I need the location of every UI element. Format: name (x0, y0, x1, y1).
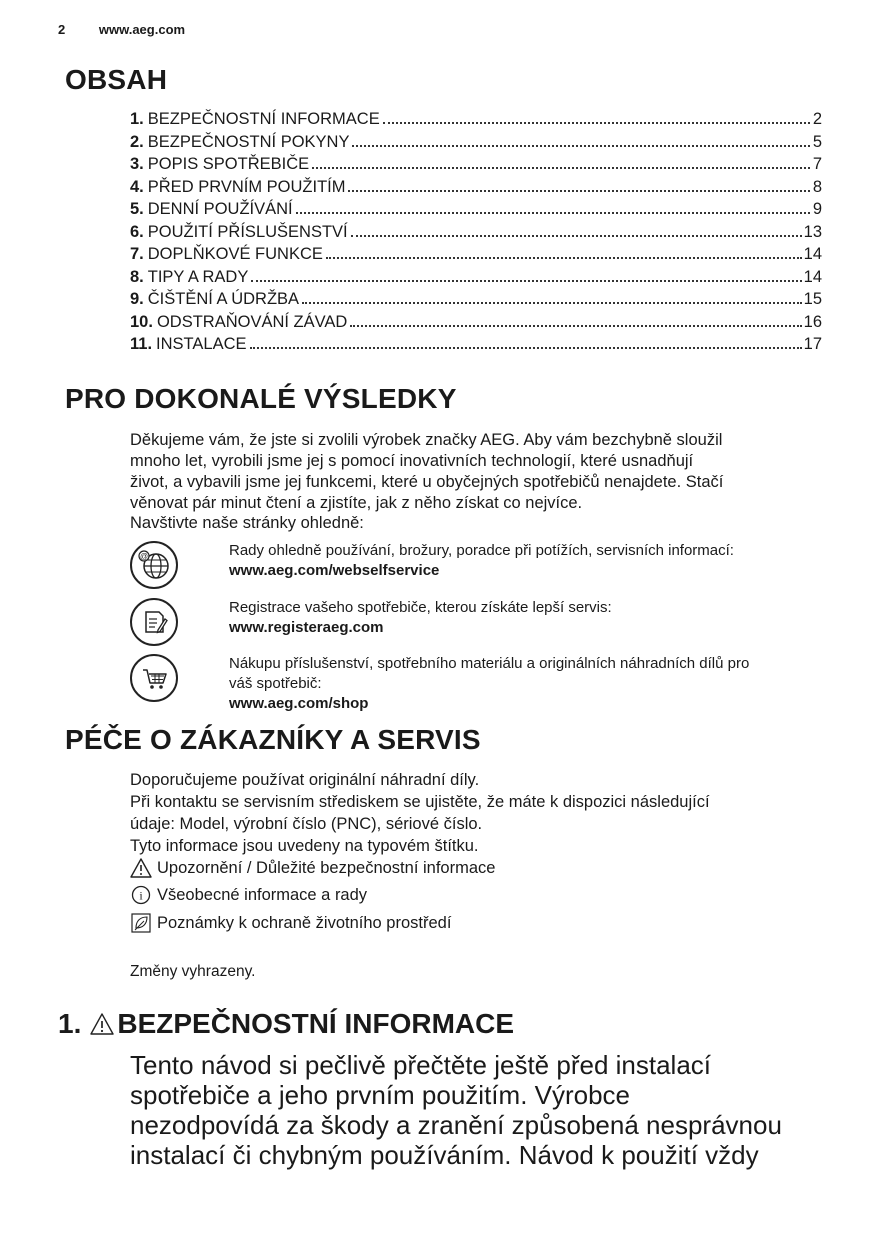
results-line: věnovat pár minut čtení a zjistíte, jak z něho získat co nejvíce. (130, 494, 583, 512)
service-link[interactable]: www.registeraeg.com (229, 619, 384, 636)
care-line: Tyto informace jsou uvedeny na typovém štítku. (130, 837, 479, 855)
header-url[interactable]: www.aeg.com (98, 22, 186, 37)
toc-item-label: DENNÍ POUŽÍVÁNÍ (147, 200, 293, 218)
toc-item[interactable]: 1. BEZPEČNOSTNÍ INFORMACE 2 (130, 110, 822, 128)
toc-leader-dots (296, 212, 810, 214)
toc-item-page: 13 (803, 222, 822, 241)
legend-info (130, 884, 367, 906)
results-line: Děkujeme vám, že jste si zvolili výrobek značky AEG. Aby vám bezchybně sloužil (130, 431, 723, 449)
toc-item[interactable]: 4. PŘED PRVNÍM POUŽITÍM 8 (130, 177, 822, 196)
toc-item-page: 7 (812, 155, 822, 173)
toc-item-label: ODSTRAŇOVÁNÍ ZÁVAD (156, 312, 348, 331)
safety-line: Tento návod si pečlivě přečtěte ještě před instalací (130, 1050, 712, 1080)
leaf-icon (130, 912, 152, 934)
safety-intro (130, 1050, 830, 1170)
page-header (58, 22, 185, 37)
safety-line: nezodpovídá za škody a zranění způsobená nesprávnou (130, 1110, 782, 1140)
toc-item-page: 17 (803, 335, 822, 353)
toc-leader-dots (312, 167, 810, 169)
safety-heading (58, 1008, 514, 1040)
legend-environment (130, 912, 451, 934)
globe-icon (130, 541, 178, 589)
shopping-cart-icon (130, 654, 178, 702)
toc-item[interactable]: 6. POUŽITÍ PŘÍSLUŠENSTVÍ 13 (130, 222, 822, 241)
care-line: Doporučujeme používat originální náhradní díly. (130, 771, 480, 789)
toc-item[interactable]: 2. BEZPEČNOSTNÍ POKYNY 5 (130, 132, 822, 151)
service-link[interactable]: www.aeg.com/shop (229, 695, 369, 712)
toc-item[interactable]: 3. POPIS SPOTŘEBIČE 7 (130, 155, 822, 173)
toc-item[interactable]: 5. DENNÍ POUŽÍVÁNÍ 9 (130, 200, 822, 218)
registration-icon (130, 598, 178, 646)
care-line: údaje: Model, výrobní číslo (PNC), sériové číslo. (130, 815, 483, 833)
toc-leader-dots (326, 257, 802, 259)
legend-text: Upozornění / Důležité bezpečnostní informace (157, 858, 496, 877)
service-description: Nákupu příslušenství, spotřebního materiálu a originálních náhradních dílů pro (229, 655, 750, 672)
warning-icon (130, 857, 152, 879)
toc-item[interactable]: 7. DOPLŇKOVÉ FUNKCE 14 (130, 245, 822, 263)
safety-number: 1. (58, 1008, 82, 1039)
legend-warning (130, 857, 495, 879)
care-title: PÉČE O ZÁKAZNÍKY A SERVIS (65, 724, 481, 755)
service-description: Registrace vašeho spotřebiče, kterou získáte lepší servis: (229, 599, 612, 616)
service-description: Rady ohledně používání, brožury, poradce při potížích, servisních informací: (229, 542, 734, 559)
toc-item-page: 8 (812, 177, 822, 196)
toc-item[interactable]: 11. INSTALACE 17 (130, 335, 822, 353)
toc-item-label: INSTALACE (156, 335, 247, 353)
service-description: váš spotřebič: (229, 675, 322, 692)
toc-item-page: 16 (803, 312, 822, 331)
toc-item[interactable]: 9. ČIŠTĚNÍ A ÚDRŽBA 15 (130, 290, 822, 308)
toc-item-label: BEZPEČNOSTNÍ POKYNY (147, 132, 350, 151)
toc-item-page: 14 (803, 245, 822, 263)
toc-item-page: 15 (803, 290, 822, 308)
toc-leader-dots (350, 325, 801, 327)
care-line: Při kontaktu se servisním střediskem se ujistěte, že máte k dispozici následující (130, 793, 710, 811)
results-paragraph (130, 430, 723, 533)
info-icon (130, 884, 152, 906)
toc-item-label: DOPLŇKOVÉ FUNKCE (147, 245, 323, 263)
warning-icon (89, 1012, 115, 1036)
safety-line: instalací či chybným používáním. Návod k použití vždy (130, 1140, 759, 1170)
toc-leader-dots (351, 235, 802, 237)
legend-text: Poznámky k ochraně životního prostředí (157, 913, 452, 932)
toc-leader-dots (348, 190, 810, 192)
toc-item-label: BEZPEČNOSTNÍ INFORMACE (147, 110, 380, 128)
toc-item-label: POPIS SPOTŘEBIČE (147, 155, 310, 173)
toc-item-page: 5 (812, 132, 822, 151)
toc-item[interactable]: 8. TIPY A RADY 14 (130, 267, 822, 286)
service-link[interactable]: www.aeg.com/webselfservice (229, 562, 440, 579)
toc-item[interactable]: 10. ODSTRAŇOVÁNÍ ZÁVAD 16 (130, 312, 822, 331)
toc-leader-dots (302, 302, 802, 304)
table-of-contents (130, 110, 822, 358)
svg-text:@: @ (139, 552, 149, 561)
results-line: život, a vybavili jsme jej funkcemi, které u obyčejných spotřebičů nenajdete. Stačí (130, 473, 724, 491)
results-line: mnoho let, vyrobili jsme jej s pomocí inovativních technologií, které usnadňují (130, 452, 694, 470)
results-line: Navštivte naše stránky ohledně: (130, 514, 364, 532)
safety-line: spotřebiče a jeho prvním použitím. Výrobce (130, 1080, 631, 1110)
toc-item-page: 14 (803, 267, 822, 286)
safety-title: BEZPEČNOSTNÍ INFORMACE (117, 1008, 515, 1039)
results-title: PRO DOKONALÉ VÝSLEDKY (65, 383, 457, 414)
toc-item-label: POUŽITÍ PŘÍSLUŠENSTVÍ (147, 222, 348, 241)
legend-text: Všeobecné informace a rady (157, 885, 368, 904)
toc-item-label: ČIŠTĚNÍ A ÚDRŽBA (147, 290, 300, 308)
toc-leader-dots (383, 122, 810, 124)
changes-note: Změny vyhrazeny. (130, 963, 256, 980)
toc-item-label: PŘED PRVNÍM POUŽITÍM (147, 177, 346, 196)
toc-item-page: 9 (812, 200, 822, 218)
toc-item-label: TIPY A RADY (147, 267, 249, 286)
toc-title: OBSAH (65, 64, 168, 95)
toc-leader-dots (250, 347, 802, 349)
page-number: 2 (58, 22, 66, 37)
toc-item-page: 2 (812, 110, 822, 128)
care-paragraph (130, 769, 710, 857)
toc-leader-dots (352, 145, 810, 147)
toc-leader-dots (251, 280, 801, 282)
svg-text:i: i (139, 888, 143, 903)
